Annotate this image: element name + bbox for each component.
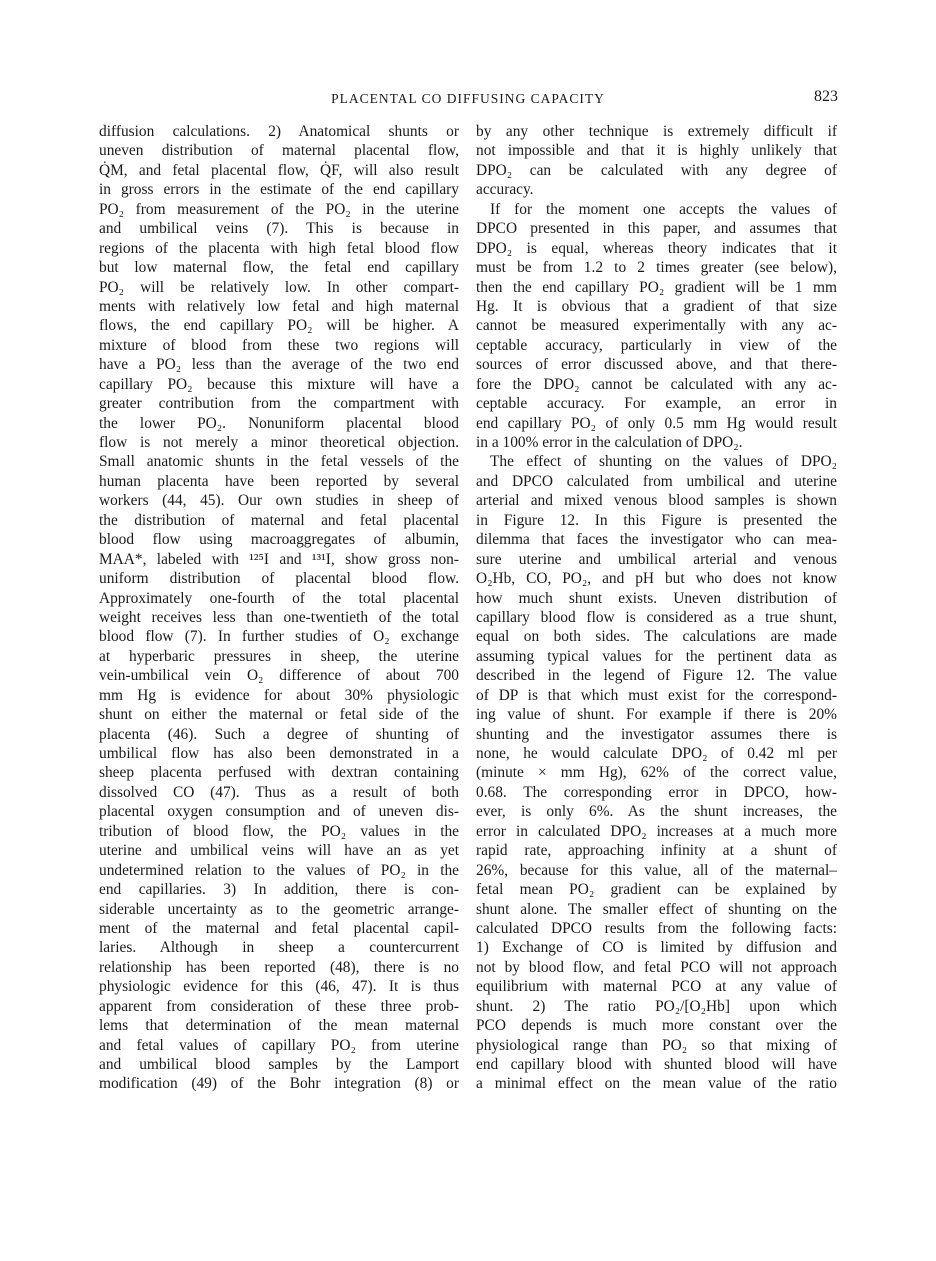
text-line: workers (44, 45). Our own studies in sheep of: [99, 492, 459, 510]
running-title: PLACENTAL CO DIFFUSING CAPACITY: [331, 91, 605, 106]
text-line: fore the DPO₂ cannot be calculated with any ac-: [476, 375, 837, 393]
text-line: DPO₂ can be calculated with any degree of: [476, 161, 837, 179]
text-line: umbilical flow has also been demonstrated in a: [99, 745, 459, 762]
text-line: PCO depends is much more constant over the: [476, 1017, 837, 1035]
text-line: ceptable accuracy. For example, an error in: [476, 395, 837, 413]
text-line: 0.68. The corresponding error in DPCO, how-: [476, 783, 837, 801]
text-line: 1) Exchange of CO is limited by diffusion and: [476, 939, 837, 957]
text-line: ever, is only 6%. As the shunt increases, the: [476, 803, 837, 821]
text-line: ments with relatively low fetal and high maternal: [99, 297, 459, 315]
text-line: sheep placenta perfused with dextran containing: [99, 764, 459, 782]
text-line: ceptable accuracy, particularly in view of the: [476, 336, 837, 354]
text-line: ment of the maternal and fetal placental capil-: [99, 919, 459, 937]
text-line: and fetal values of capillary PO₂ from uterine: [99, 1036, 459, 1054]
text-line: the distribution of maternal and fetal placental: [99, 511, 459, 529]
text-line: flows, the end capillary PO₂ will be higher. A: [99, 317, 459, 335]
text-line: physiologic evidence for this (46, 47). It is thus: [99, 978, 459, 996]
text-line: shunt. 2) The ratio PO₂/[O₂Hb] upon which: [476, 997, 837, 1015]
text-line: and umbilical veins (7). This is because in: [99, 220, 459, 238]
text-line: the lower PO₂. Nonuniform placental blood: [99, 414, 459, 432]
text-line: O₂Hb, CO, PO₂, and pH but who does not know: [476, 570, 837, 588]
text-line: by any other technique is extremely difficult if: [476, 123, 837, 140]
text-line: not impossible and that it is highly unlikely that: [476, 142, 837, 160]
text-line: sources of error discussed above, and that there-: [476, 356, 837, 374]
left-column: [99, 122, 459, 1094]
text-line: uterine and umbilical veins will have an as yet: [99, 842, 459, 860]
text-line: error in calculated DPO₂ increases at a much more: [476, 822, 837, 840]
text-line: tribution of blood flow, the PO₂ values in the: [99, 822, 459, 840]
page-header: [98, 88, 838, 110]
text-line: laries. Although in sheep a countercurrent: [99, 939, 459, 957]
text-line: and umbilical blood samples by the Lamport: [99, 1056, 459, 1073]
text-line: described in the legend of Figure 12. The value: [476, 667, 837, 685]
text-line: uneven distribution of maternal placental flow,: [99, 142, 459, 160]
text-line: mixture of blood from these two regions will: [99, 336, 459, 354]
text-line: have a PO₂ less than the average of the two end: [99, 356, 459, 374]
text-line: must be from 1.2 to 2 times greater (see below),: [476, 259, 837, 277]
page-number: 823: [814, 88, 838, 105]
text-line: capillary PO₂ because this mixture will have a: [99, 375, 459, 393]
text-line: assuming typical values for the pertinent data as: [476, 647, 837, 665]
text-line: fetal mean PO₂ gradient can be explained by: [476, 881, 837, 899]
text-line: in gross errors in the estimate of the end capillary: [99, 181, 459, 199]
text-line: Hg. It is obvious that a gradient of that size: [476, 297, 837, 315]
text-line: (minute × mm Hg), 62% of the correct value,: [476, 764, 837, 782]
text-line: accuracy.: [476, 181, 534, 199]
text-line: placenta (46). Such a degree of shunting of: [99, 725, 459, 743]
text-line: uniform distribution of placental blood flow.: [99, 570, 459, 588]
text-line: flow is not merely a minor theoretical objection.: [99, 434, 459, 451]
text-line: blood flow using macroaggregates of albumin,: [99, 531, 459, 549]
text-line: apparent from consideration of these three prob-: [99, 997, 459, 1015]
right-column-text: [476, 122, 837, 1094]
text-line: of DP is that which must exist for the correspond-: [476, 686, 837, 704]
text-line: blood flow (7). In further studies of O₂ exchange: [99, 628, 459, 646]
text-line: not by blood flow, and fetal PCO will not approach: [476, 958, 837, 976]
text-line: undetermined relation to the values of PO₂ in the: [99, 861, 459, 879]
text-line: vein-umbilical vein O₂ difference of about 700: [99, 667, 459, 685]
text-line: equal on both sides. The calculations are made: [476, 628, 837, 646]
text-line: equilibrium with maternal PCO at any value of: [476, 978, 837, 996]
text-line: end capillary PO₂ of only 0.5 mm Hg would result: [476, 414, 837, 432]
text-line: a minimal effect on the mean value of the ratio: [476, 1075, 837, 1093]
text-line: shunt on either the maternal or fetal side of the: [99, 706, 459, 724]
text-line: end capillary blood with shunted blood will have: [476, 1056, 837, 1073]
text-line: capillary blood flow is considered as a true shunt,: [476, 608, 837, 626]
text-line: diffusion calculations. 2) Anatomical shunts or: [99, 123, 459, 140]
text-line: mm Hg is evidence for about 30% physiologic: [99, 686, 459, 704]
text-line: calculated DPCO results from the following facts:: [476, 919, 837, 937]
text-line: shunting and the investigator assumes there is: [476, 725, 837, 743]
text-line: rapid rate, approaching infinity at a shunt of: [476, 842, 837, 860]
text-line: how much shunt exists. Uneven distribution of: [476, 589, 837, 607]
text-line: PO₂ will be relatively low. In other compart-: [99, 278, 459, 296]
text-line: human placenta have been reported by several: [99, 472, 459, 490]
text-line: If for the moment one accepts the values of: [490, 200, 837, 218]
text-line: dissolved CO (47). Thus as a result of both: [99, 783, 459, 801]
text-line: Q̇M, and fetal placental flow, Q̇F, will also result: [99, 161, 459, 179]
text-line: sure uterine and umbilical arterial and venous: [476, 550, 837, 568]
left-column-text: [99, 122, 459, 1094]
text-line: ing value of shunt. For example if there is 20%: [476, 706, 837, 724]
text-line: Approximately one-fourth of the total placental: [99, 589, 459, 607]
text-line: in Figure 12. In this Figure is presented the: [476, 511, 837, 529]
text-line: cannot be measured experimentally with any ac-: [476, 317, 837, 335]
text-line: PO₂ from measurement of the PO₂ in the uterine: [99, 200, 459, 218]
text-line: The effect of shunting on the values of DPO₂: [490, 453, 837, 471]
text-line: shunt alone. The smaller effect of shunting on the: [476, 900, 837, 918]
text-line: Small anatomic shunts in the fetal vessels of the: [99, 453, 459, 471]
text-line: at hyperbaric pressures in sheep, the uterine: [99, 647, 459, 665]
text-line: DPO₂ is equal, whereas theory indicates that it: [476, 239, 837, 257]
text-line: lems that determination of the mean maternal: [99, 1017, 459, 1035]
text-line: MAA*, labeled with ¹²⁵I and ¹³¹I, show gross non-: [99, 550, 459, 568]
text-line: physiological range than PO₂ so that mixing of: [476, 1036, 837, 1054]
text-line: dilemma that faces the investigator who can mea-: [476, 531, 837, 549]
text-line: siderable uncertainty as to the geometric arrange-: [99, 900, 459, 918]
right-column: [476, 122, 837, 1094]
text-line: none, he would calculate DPO₂ of 0.42 ml per: [476, 745, 837, 762]
text-line: modification (49) of the Bohr integration (8) or: [99, 1075, 459, 1093]
text-line: relationship has been reported (48), there is no: [99, 958, 459, 976]
text-line: regions of the placenta with high fetal blood flow: [99, 239, 459, 257]
text-line: end capillaries. 3) In addition, there is con-: [99, 881, 459, 899]
text-line: DPCO presented in this paper, and assumes that: [476, 220, 837, 238]
text-line: but low maternal flow, the fetal end capillary: [99, 259, 459, 277]
text-line: arterial and mixed venous blood samples is shown: [476, 492, 837, 510]
text-line: then the end capillary PO₂ gradient will be 1 mm: [476, 278, 837, 296]
text-line: 26%, because for this value, all of the maternal–: [476, 861, 837, 879]
text-line: placental oxygen consumption and of uneven dis-: [99, 803, 459, 821]
text-line: greater contribution from the compartment with: [99, 395, 459, 413]
text-line: in a 100% error in the calculation of DPO₂.: [476, 434, 743, 451]
text-line: weight receives less than one-twentieth of the total: [99, 608, 459, 626]
text-line: and DPCO calculated from umbilical and uterine: [476, 472, 837, 490]
